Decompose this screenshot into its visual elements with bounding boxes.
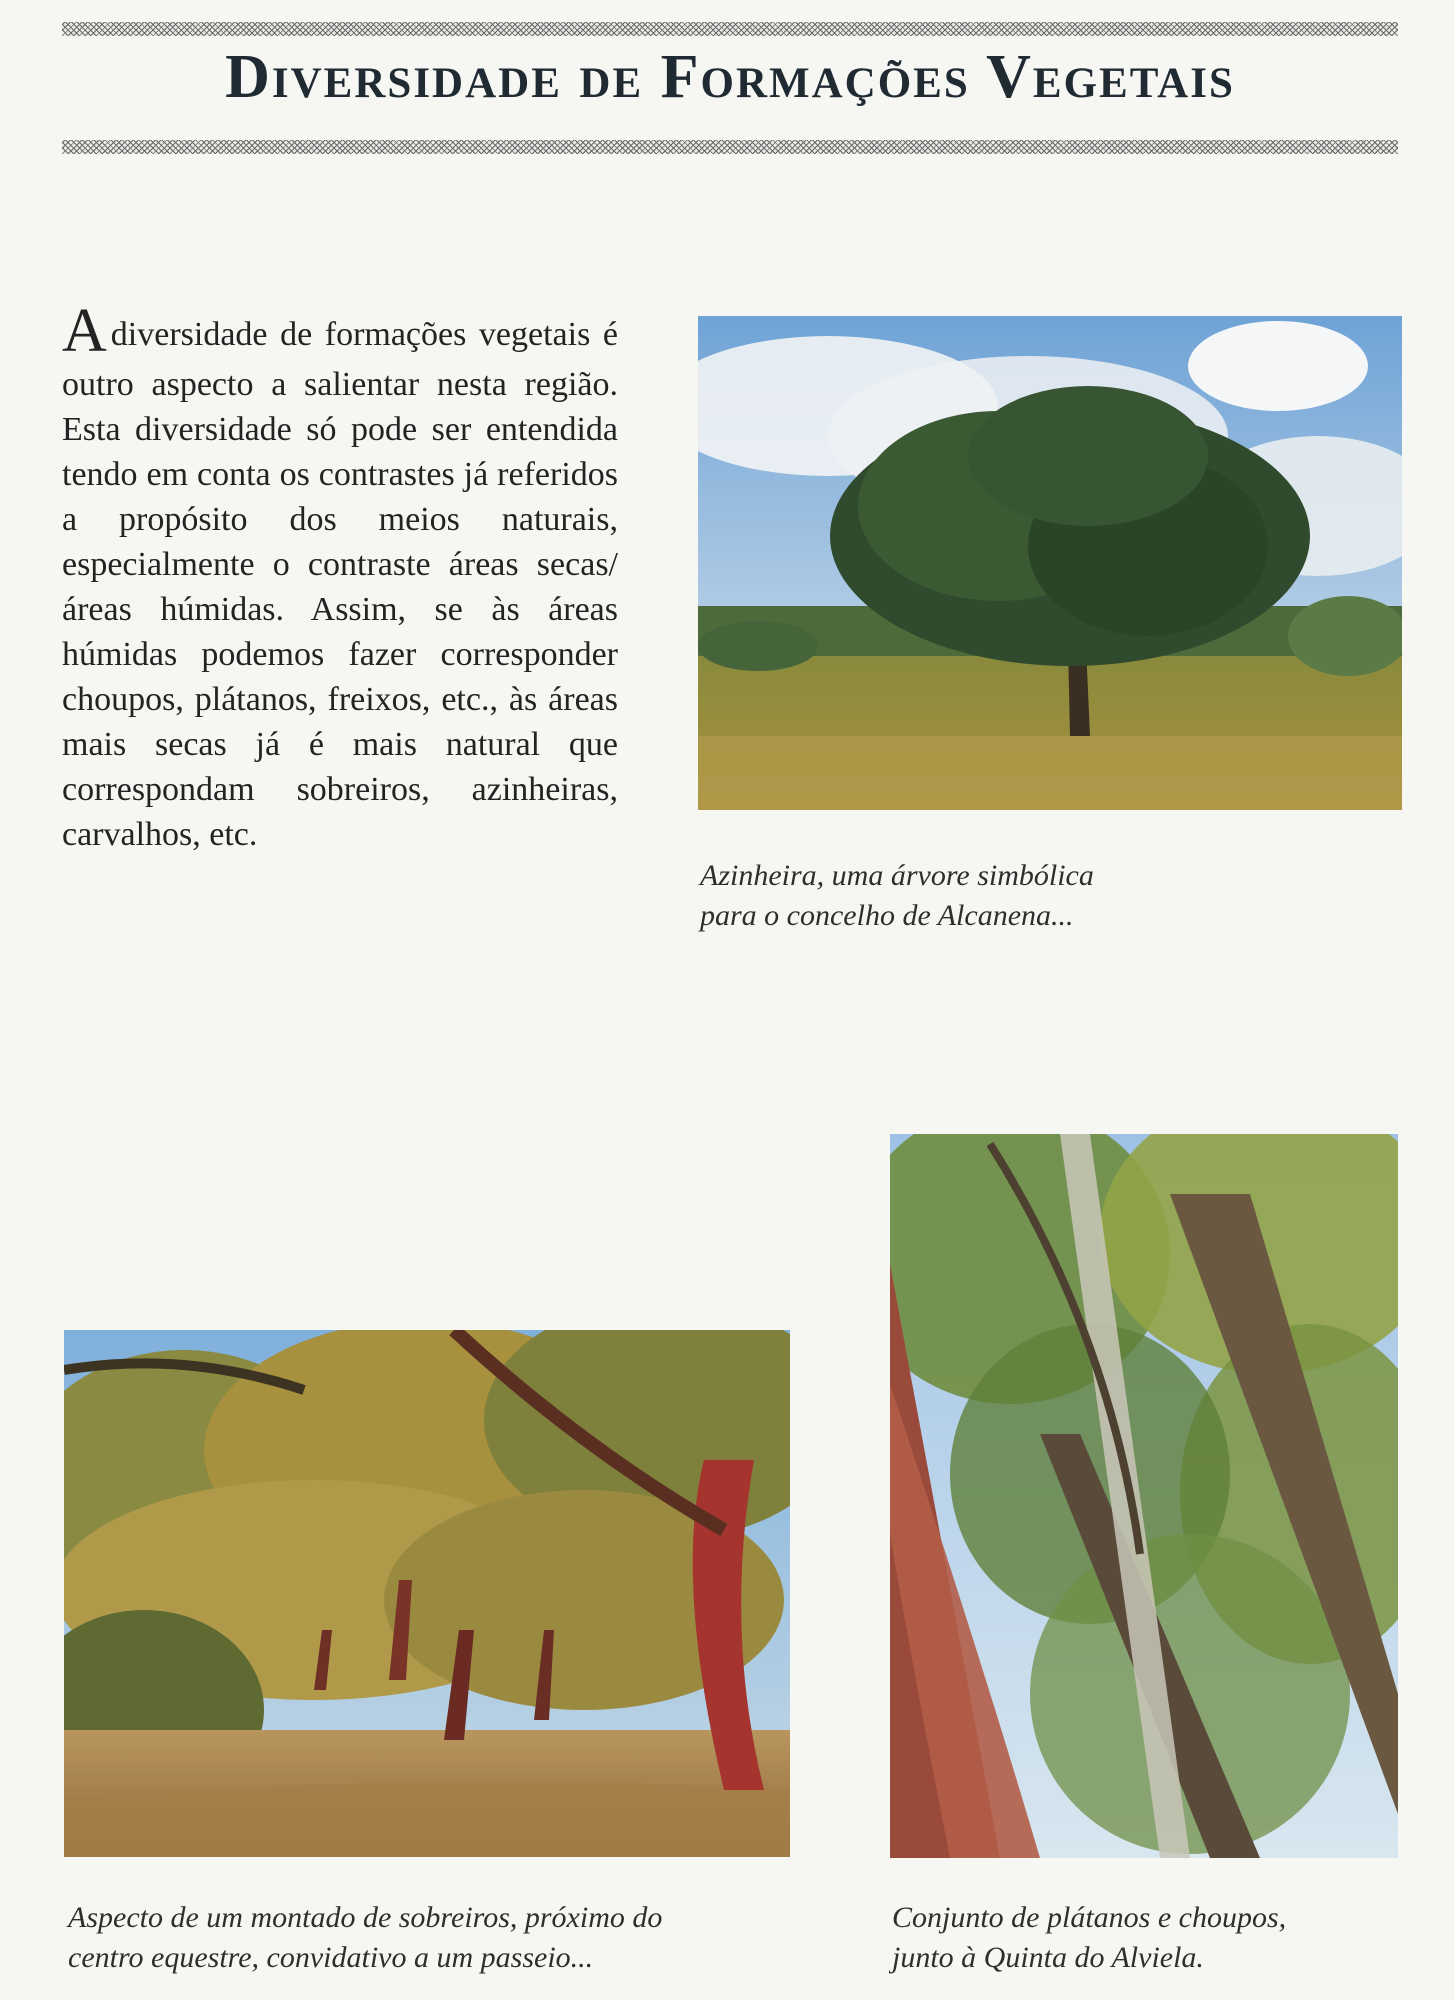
page-title: Diversidade de Formações Vegetais	[225, 43, 1235, 111]
caption-line: para o concelho de Alcanena...	[700, 899, 1074, 932]
caption-line: Azinheira, uma árvore simbólica	[700, 859, 1094, 892]
caption-line: Aspecto de um montado de sobreiros, próximo do	[68, 1901, 663, 1934]
caption-plane-trees-poplars	[892, 1898, 1412, 1978]
caption-line: junto à Quinta do Alviela.	[892, 1941, 1204, 1974]
photo-cork-oak-montado	[64, 1330, 790, 1857]
article-body	[62, 297, 618, 857]
photo-holm-oak	[698, 316, 1402, 810]
photo-plane-trees-poplars	[890, 1134, 1398, 1858]
top-rule	[62, 22, 1398, 36]
bottom-title-rule	[62, 140, 1398, 154]
drop-initial: A	[62, 297, 107, 365]
caption-cork-oak-montado	[68, 1898, 798, 1978]
caption-holm-oak	[700, 856, 1404, 936]
caption-line: Conjunto de plátanos e choupos,	[892, 1901, 1287, 1934]
article-text: diversidade de formações vegetais é outro aspecto a salientar nesta região. Esta diversidade só pode ser entendida tendo em conta os contrastes já referidos a propósito dos meios naturais, especialmente o contraste áreas secas/áreas húmidas. Assim, se às áreas húmidas podemos fazer corresponder choupos, plátanos, freixos, etc., às áreas mais secas já é mais natural que correspondam sobreiros, azinheiras, carvalhos, etc.	[62, 316, 618, 853]
caption-line: centro equestre, convidativo a um passeio...	[68, 1941, 594, 1974]
